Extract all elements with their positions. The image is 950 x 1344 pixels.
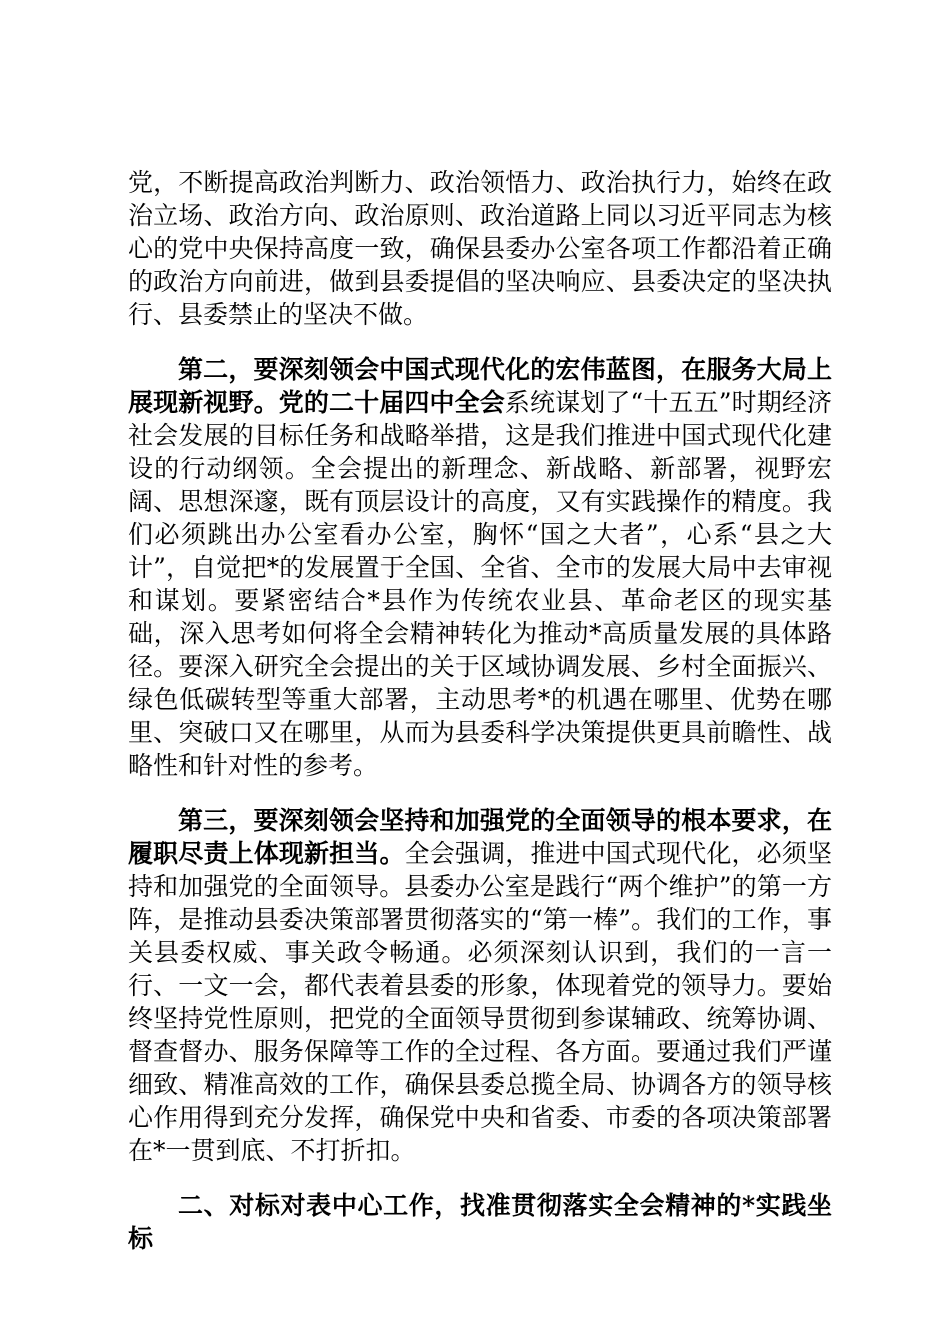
paragraph-text: 系统谋划了“十五五”时期经济社会发展的目标任务和战略举措，这是我们推进中国式现代化建设的行动纲领。全会提出的新理念、新战略、新部署，视野宏阔、思想深邃，既有顶层设计的高度，又有实践操作的精度。我们必须跳出办公室看办公室，胸怀“国之大者”，心系“县之大计”，自觉把*的发展置于全国、全省、全市的发展大局中去审视和谋划。要紧密结合*县作为传统农业县、革命老区的现实基础，深入思考如何将全会精神转化为推动*高质量发展的具体路径。要深入研究全会提出的关于区域协调发展、乡村全面振兴、绿色低碳转型等重大部署，主动思考*的机遇在哪里、优势在哪里、突破口又在哪里，从而为县委科学决策提供更具前瞻性、战略性和针对性的参考。 [128,388,832,780]
paragraph-text: 全会强调，推进中国式现代化，必须坚持和加强党的全面领导。县委办公室是践行“两个维护”的第一方阵，是推动县委决策部署贯彻落实的“第一棒”。我们的工作，事关县委权威、事关政令畅通。必须深刻认识到，我们的一言一行、一文一会，都代表着县委的形象，体现着党的领导力。要始终坚持党性原则，把党的全面领导贯彻到参谋辅政、统筹协调、督查督办、服务保障等工作的全过程、各方面。要通过我们严谨细致、精准高效的工作，确保县委总揽全局、协调各方的领导核心作用得到充分发挥，确保党中央和省委、市委的各项决策部署在*一贯到底、不打折扣。 [128,839,832,1165]
paragraph-bold-lead: 第二，要深刻领会中国式现代化的宏伟蓝图，在服务大局上展现新视野。党的二十届四中全会 [128,355,832,417]
section-heading: 二、对标对表中心工作，找准贯彻落实全会精神的*实践坐标 [128,1191,832,1253]
paragraph-second-point [128,353,832,782]
paragraph-continuation [128,166,832,331]
paragraph-bold-lead: 第三，要深刻领会坚持和加强党的全面领导的根本要求，在履职尽责上体现新担当。 [128,806,832,868]
paragraph-third-point [128,804,832,1167]
document-body [128,166,832,1277]
paragraph-text: 党，不断提高政治判断力、政治领悟力、政治执行力，始终在政治立场、政治方向、政治原则、政治道路上同以习近平同志为核心的党中央保持高度一致，确保县委办公室各项工作都沿着正确的政治方向前进，做到县委提倡的坚决响应、县委决定的坚决执行、县委禁止的坚决不做。 [128,168,832,329]
